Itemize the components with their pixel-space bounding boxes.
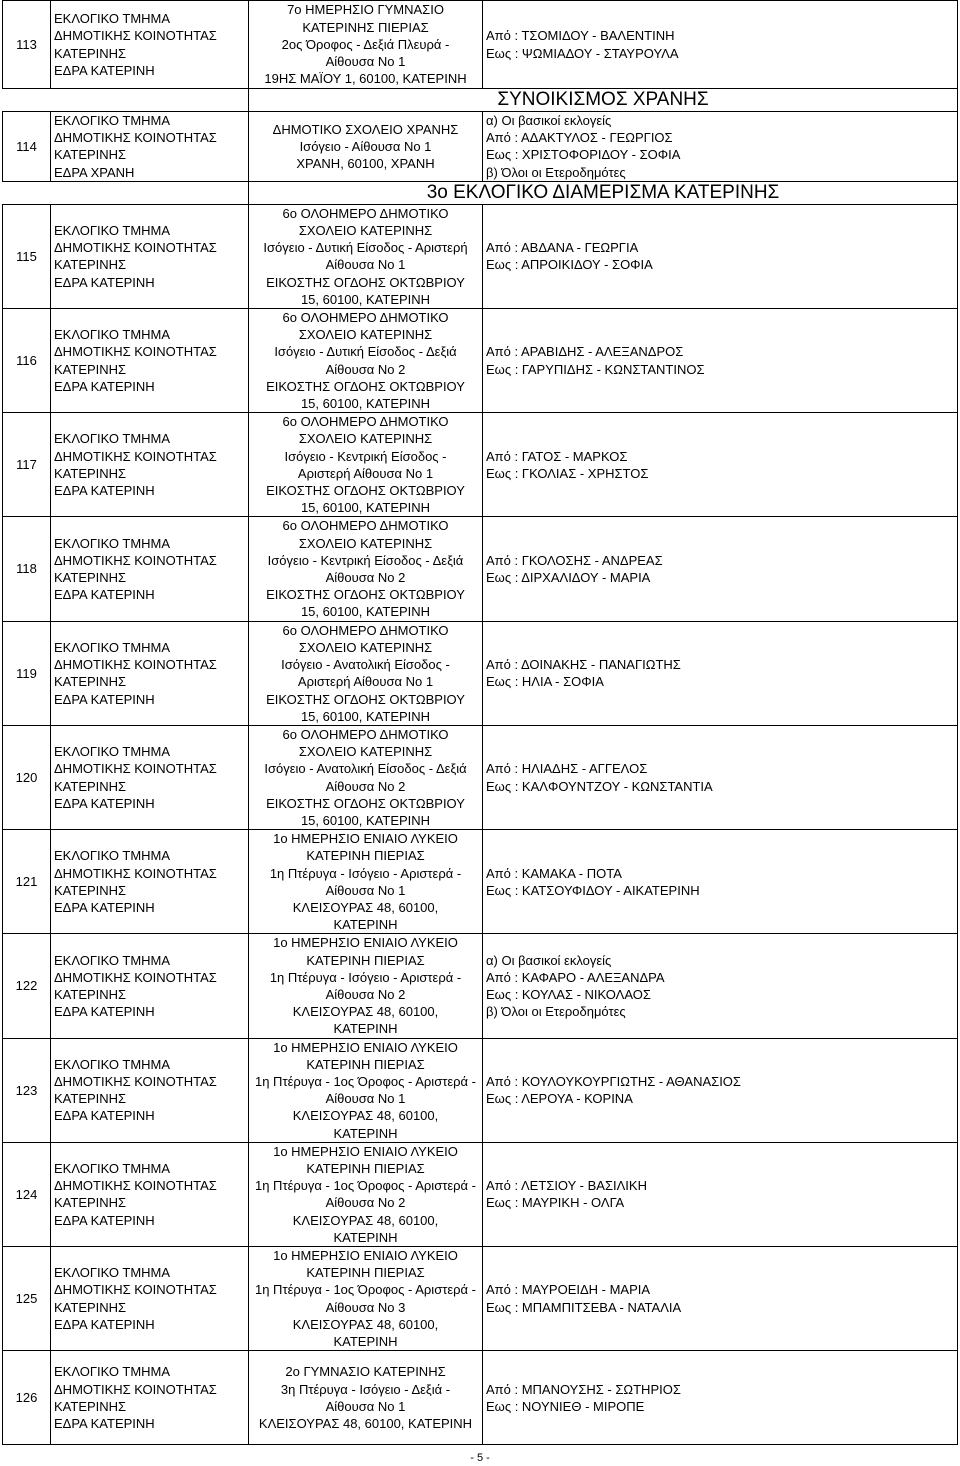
- location-line: 6ο ΟΛΟΗΜΕΡΟ ΔΗΜΟΤΙΚΟ: [282, 310, 449, 326]
- table-row: [3, 204, 958, 308]
- department-line: ΔΗΜΟΤΙΚΗΣ ΚΟΙΝΟΤΗΤΑΣ: [54, 1073, 217, 1089]
- location-line: 1η Πτέρυγα - 1ος Όροφος - Αριστερά -: [254, 1178, 476, 1194]
- location-cell: [249, 309, 483, 413]
- department-line: ΚΑΤΕΡΙΝΗΣ: [54, 986, 127, 1002]
- location-line: ΚΑΤΕΡΙΝΗ: [333, 1334, 398, 1350]
- polling-stations-table: [2, 0, 958, 1445]
- location-line: 1ο ΗΜΕΡΗΣΙΟ ΕΝΙΑΙΟ ΛΥΚΕΙΟ: [273, 1143, 458, 1159]
- location-line: ΕΙΚΟΣΤΗΣ ΟΓΔΟΗΣ ΟΚΤΩΒΡΙΟΥ: [266, 795, 465, 811]
- department-line: ΔΗΜΟΤΙΚΗΣ ΚΟΙΝΟΤΗΤΑΣ: [54, 130, 217, 146]
- table-row: [3, 309, 958, 413]
- location-line: 1ο ΗΜΕΡΗΣΙΟ ΕΝΙΑΙΟ ΛΥΚΕΙΟ: [273, 1248, 458, 1263]
- location-line: ΕΙΚΟΣΤΗΣ ΟΓΔΟΗΣ ΟΚΤΩΒΡΙΟΥ: [266, 587, 465, 603]
- table-row: [3, 830, 958, 934]
- range-line: Εως : ΜΑΥΡΙΚΗ - ΟΛΓΑ: [486, 1195, 625, 1211]
- department-cell: [51, 1142, 249, 1246]
- range-line: Από : ΗΛΙΑΔΗΣ - ΑΓΓΕΛΟΣ: [486, 761, 648, 777]
- range-line: Από : ΓΑΤΟΣ - ΜΑΡΚΟΣ: [486, 448, 628, 464]
- station-number: 113: [3, 1, 51, 89]
- department-line: ΕΚΛΟΓΙΚΟ ΤΜΗΜΑ: [54, 639, 171, 655]
- location-line: ΕΙΚΟΣΤΗΣ ΟΓΔΟΗΣ ΟΚΤΩΒΡΙΟΥ: [266, 378, 465, 394]
- table-row: [3, 112, 958, 182]
- range-line: β) Όλοι οι Ετεροδημότες: [486, 164, 626, 180]
- location-line: 19ΗΣ ΜΑΪΟΥ 1, 60100, ΚΑΤΕΡΙΝΗ: [264, 71, 467, 87]
- range-line: Εως : ΝΟΥΝΙΕΘ - ΜΙΡΟΠΕ: [486, 1398, 645, 1414]
- department-line: ΕΚΛΟΓΙΚΟ ΤΜΗΜΑ: [54, 1056, 171, 1072]
- location-line: ΕΙΚΟΣΤΗΣ ΟΓΔΟΗΣ ΟΚΤΩΒΡΙΟΥ: [266, 483, 465, 499]
- department-line: ΚΑΤΕΡΙΝΗΣ: [54, 147, 127, 163]
- range-line: Εως : ΜΠΑΜΠΙΤΣΕΒΑ - ΝΑΤΑΛΙΑ: [486, 1299, 682, 1315]
- location-line: ΚΛΕΙΣΟΥΡΑΣ 48, 60100,: [292, 1316, 439, 1332]
- department-line: ΚΑΤΕΡΙΝΗΣ: [54, 1299, 127, 1315]
- department-line: ΔΗΜΟΤΙΚΗΣ ΚΟΙΝΟΤΗΤΑΣ: [54, 1282, 217, 1298]
- table-row: [3, 621, 958, 725]
- range-line: Από : ΚΟΥΛΟΥΚΟΥΡΓΙΩΤΗΣ - ΑΘΑΝΑΣΙΟΣ: [486, 1073, 741, 1089]
- department-line: ΚΑΤΕΡΙΝΗΣ: [54, 257, 127, 273]
- department-line: ΕΔΡΑ ΚΑΤΕΡΙΝΗ: [54, 1316, 155, 1332]
- department-line: ΔΗΜΟΤΙΚΗΣ ΚΟΙΝΟΤΗΤΑΣ: [54, 1381, 217, 1397]
- location-line: ΚΑΤΕΡΙΝΗ ΠΙΕΡΙΑΣ: [306, 1265, 425, 1281]
- surname-range-cell: [483, 1038, 958, 1142]
- station-number: 124: [3, 1142, 51, 1246]
- department-cell: [51, 1247, 249, 1351]
- department-line: ΕΚΛΟΓΙΚΟ ΤΜΗΜΑ: [54, 1160, 171, 1176]
- department-cell: [51, 725, 249, 829]
- location-cell: [249, 830, 483, 934]
- location-line: Αίθουσα Νο 1: [325, 882, 406, 898]
- department-line: ΕΚΛΟΓΙΚΟ ΤΜΗΜΑ: [54, 113, 171, 128]
- location-line: ΔΗΜΟΤΙΚΟ ΣΧΟΛΕΙΟ ΧΡΑΝΗΣ: [272, 121, 459, 137]
- location-line: ΚΑΤΕΡΙΝΗΣ ΠΙΕΡΙΑΣ: [302, 19, 429, 35]
- table-row: [3, 1142, 958, 1246]
- range-line: Εως : ΓΑΡΥΠΙΔΗΣ - ΚΩΝΣΤΑΝΤΙΝΟΣ: [486, 361, 705, 377]
- department-cell: [51, 309, 249, 413]
- department-line: ΚΑΤΕΡΙΝΗΣ: [54, 570, 127, 586]
- range-line: Από : ΑΔΑΚΤΥΛΟΣ - ΓΕΩΡΓΙΟΣ: [486, 130, 673, 146]
- table-row: [3, 1038, 958, 1142]
- surname-range-cell: [483, 1142, 958, 1246]
- department-line: ΕΔΡΑ ΚΑΤΕΡΙΝΗ: [54, 274, 155, 290]
- location-cell: [249, 725, 483, 829]
- department-line: ΕΔΡΑ ΧΡΑΝΗ: [54, 164, 135, 180]
- location-line: ΣΧΟΛΕΙΟ ΚΑΤΕΡΙΝΗΣ: [298, 223, 433, 239]
- department-line: ΕΚΛΟΓΙΚΟ ΤΜΗΜΑ: [54, 1265, 171, 1281]
- department-line: ΕΔΡΑ ΚΑΤΕΡΙΝΗ: [54, 795, 155, 811]
- banner-spacer: [3, 181, 249, 204]
- location-line: Αίθουσα Νο 1: [325, 1398, 406, 1414]
- location-cell: [249, 1038, 483, 1142]
- department-line: ΚΑΤΕΡΙΝΗΣ: [54, 45, 127, 61]
- section-banner: 3ο ΕΚΛΟΓΙΚΟ ΔΙΑΜΕΡΙΣΜΑ ΚΑΤΕΡΙΝΗΣ: [249, 181, 958, 204]
- location-line: ΣΧΟΛΕΙΟ ΚΑΤΕΡΙΝΗΣ: [298, 431, 433, 447]
- department-line: ΚΑΤΕΡΙΝΗΣ: [54, 882, 127, 898]
- location-line: ΚΑΤΕΡΙΝΗ: [333, 1229, 398, 1245]
- department-line: ΕΔΡΑ ΚΑΤΕΡΙΝΗ: [54, 587, 155, 603]
- department-cell: [51, 934, 249, 1038]
- surname-range-cell: [483, 1247, 958, 1351]
- station-number: 126: [3, 1351, 51, 1445]
- location-line: ΚΛΕΙΣΟΥΡΑΣ 48, 60100,: [292, 1004, 439, 1020]
- department-line: ΔΗΜΟΤΙΚΗΣ ΚΟΙΝΟΤΗΤΑΣ: [54, 344, 217, 360]
- surname-range-cell: [483, 112, 958, 182]
- location-line: 1ο ΗΜΕΡΗΣΙΟ ΕΝΙΑΙΟ ΛΥΚΕΙΟ: [273, 831, 458, 847]
- location-line: ΣΧΟΛΕΙΟ ΚΑΤΕΡΙΝΗΣ: [298, 744, 433, 760]
- department-cell: [51, 1038, 249, 1142]
- surname-range-cell: [483, 517, 958, 621]
- location-line: 15, 60100, ΚΑΤΕΡΙΝΗ: [300, 708, 431, 724]
- table-row: [3, 1351, 958, 1445]
- department-cell: [51, 112, 249, 182]
- range-line: Εως : ΚΟΥΛΑΣ - ΝΙΚΟΛΑΟΣ: [486, 986, 651, 1002]
- table-body: [3, 1, 958, 1445]
- location-line: Ισόγειο - Κεντρική Είσοδος - Δεξιά: [267, 552, 464, 568]
- range-line: β) Όλοι οι Ετεροδημότες: [486, 1004, 626, 1020]
- department-line: ΕΚΛΟΓΙΚΟ ΤΜΗΜΑ: [54, 11, 171, 27]
- station-number: 122: [3, 934, 51, 1038]
- table-row: [3, 1247, 958, 1351]
- location-line: Αίθουσα Νο 1: [325, 1091, 406, 1107]
- surname-range-cell: [483, 204, 958, 308]
- station-number: 116: [3, 309, 51, 413]
- location-line: ΚΛΕΙΣΟΥΡΑΣ 48, 60100, ΚΑΤΕΡΙΝΗ: [258, 1415, 473, 1431]
- location-line: 6ο ΟΛΟΗΜΕΡΟ ΔΗΜΟΤΙΚΟ: [282, 205, 449, 221]
- location-cell: [249, 204, 483, 308]
- surname-range-cell: [483, 413, 958, 517]
- location-line: 1η Πτέρυγα - Ισόγειο - Αριστερά -: [269, 969, 462, 985]
- section-banner-row: [3, 89, 958, 112]
- location-line: ΚΛΕΙΣΟΥΡΑΣ 48, 60100,: [292, 1108, 439, 1124]
- location-line: Αριστερή Αίθουσα Νο 1: [297, 674, 434, 690]
- station-number: 123: [3, 1038, 51, 1142]
- station-number: 119: [3, 621, 51, 725]
- department-cell: [51, 413, 249, 517]
- department-line: ΔΗΜΟΤΙΚΗΣ ΚΟΙΝΟΤΗΤΑΣ: [54, 28, 217, 44]
- location-line: 7ο ΗΜΕΡΗΣΙΟ ΓΥΜΝΑΣΙΟ: [287, 2, 444, 18]
- location-line: 15, 60100, ΚΑΤΕΡΙΝΗ: [300, 291, 431, 307]
- department-line: ΔΗΜΟΤΙΚΗΣ ΚΟΙΝΟΤΗΤΑΣ: [54, 448, 217, 464]
- department-line: ΔΗΜΟΤΙΚΗΣ ΚΟΙΝΟΤΗΤΑΣ: [54, 865, 217, 881]
- department-line: ΚΑΤΕΡΙΝΗΣ: [54, 1091, 127, 1107]
- location-line: 1ο ΗΜΕΡΗΣΙΟ ΕΝΙΑΙΟ ΛΥΚΕΙΟ: [273, 935, 458, 951]
- location-line: Αριστερή Αίθουσα Νο 1: [297, 465, 434, 481]
- location-line: 1η Πτέρυγα - Ισόγειο - Αριστερά -: [269, 865, 462, 881]
- department-line: ΕΔΡΑ ΚΑΤΕΡΙΝΗ: [54, 483, 155, 499]
- table-row: [3, 413, 958, 517]
- location-line: ΧΡΑΝΗ, 60100, ΧΡΑΝΗ: [296, 156, 435, 171]
- station-number: 114: [3, 112, 51, 182]
- location-line: ΚΑΤΕΡΙΝΗ: [333, 1021, 398, 1037]
- location-cell: [249, 1351, 483, 1445]
- location-line: ΣΧΟΛΕΙΟ ΚΑΤΕΡΙΝΗΣ: [298, 639, 433, 655]
- station-number: 118: [3, 517, 51, 621]
- location-cell: [249, 934, 483, 1038]
- range-line: α) Οι βασικοί εκλογείς: [486, 113, 612, 128]
- location-line: ΚΛΕΙΣΟΥΡΑΣ 48, 60100,: [292, 899, 439, 915]
- location-cell: [249, 1247, 483, 1351]
- surname-range-cell: [483, 309, 958, 413]
- range-line: Εως : ΗΛΙΑ - ΣΟΦΙΑ: [486, 674, 604, 690]
- table-row: [3, 725, 958, 829]
- location-line: 15, 60100, ΚΑΤΕΡΙΝΗ: [300, 604, 431, 620]
- station-number: 120: [3, 725, 51, 829]
- surname-range-cell: [483, 830, 958, 934]
- range-line: Από : ΑΒΔΑΝΑ - ΓΕΩΡΓΙΑ: [486, 240, 639, 256]
- department-line: ΔΗΜΟΤΙΚΗΣ ΚΟΙΝΟΤΗΤΑΣ: [54, 969, 217, 985]
- station-number: 115: [3, 204, 51, 308]
- table-row: [3, 1, 958, 89]
- location-line: 6ο ΟΛΟΗΜΕΡΟ ΔΗΜΟΤΙΚΟ: [282, 726, 449, 742]
- department-cell: [51, 204, 249, 308]
- location-line: ΚΑΤΕΡΙΝΗ ΠΙΕΡΙΑΣ: [306, 1056, 425, 1072]
- location-line: ΚΑΤΕΡΙΝΗ ΠΙΕΡΙΑΣ: [306, 848, 425, 864]
- location-cell: [249, 1, 483, 89]
- location-line: 6ο ΟΛΟΗΜΕΡΟ ΔΗΜΟΤΙΚΟ: [282, 414, 449, 430]
- location-line: ΕΙΚΟΣΤΗΣ ΟΓΔΟΗΣ ΟΚΤΩΒΡΙΟΥ: [266, 691, 465, 707]
- department-cell: [51, 1351, 249, 1445]
- department-cell: [51, 1, 249, 89]
- section-banner: ΣΥΝΟΙΚΙΣΜΟΣ ΧΡΑΝΗΣ: [249, 89, 958, 112]
- department-line: ΔΗΜΟΤΙΚΗΣ ΚΟΙΝΟΤΗΤΑΣ: [54, 552, 217, 568]
- location-line: 1η Πτέρυγα - 1ος Όροφος - Αριστερά -: [254, 1073, 476, 1089]
- department-line: ΚΑΤΕΡΙΝΗΣ: [54, 778, 127, 794]
- department-line: ΕΔΡΑ ΚΑΤΕΡΙΝΗ: [54, 378, 155, 394]
- surname-range-cell: [483, 1, 958, 89]
- range-line: Από : ΤΣΟΜΙΔΟΥ - ΒΑΛΕΝΤΙΝΗ: [486, 28, 675, 44]
- department-line: ΕΚΛΟΓΙΚΟ ΤΜΗΜΑ: [54, 848, 171, 864]
- location-line: Αίθουσα Νο 2: [325, 570, 406, 586]
- location-line: ΚΑΤΕΡΙΝΗ ΠΙΕΡΙΑΣ: [306, 952, 425, 968]
- department-line: ΚΑΤΕΡΙΝΗΣ: [54, 1195, 127, 1211]
- range-line: Από : ΔΟΙΝΑΚΗΣ - ΠΑΝΑΓΙΩΤΗΣ: [486, 657, 681, 673]
- location-line: Αίθουσα Νο 2: [325, 1195, 406, 1211]
- surname-range-cell: [483, 621, 958, 725]
- department-line: ΕΚΛΟΓΙΚΟ ΤΜΗΜΑ: [54, 327, 171, 343]
- department-line: ΕΚΛΟΓΙΚΟ ΤΜΗΜΑ: [54, 744, 171, 760]
- location-line: Αίθουσα Νο 2: [325, 361, 406, 377]
- department-line: ΕΚΛΟΓΙΚΟ ΤΜΗΜΑ: [54, 535, 171, 551]
- range-line: Από : ΓΚΟΛΟΣΗΣ - ΑΝΔΡΕΑΣ: [486, 552, 663, 568]
- department-line: ΕΚΛΟΓΙΚΟ ΤΜΗΜΑ: [54, 952, 171, 968]
- location-line: Ισόγειο - Ανατολική Είσοδος - Δεξιά: [264, 761, 467, 777]
- location-line: Αίθουσα Νο 1: [325, 257, 406, 273]
- location-line: Αίθουσα Νο 1: [325, 54, 406, 70]
- range-line: Από : ΛΕΤΣΙΟΥ - ΒΑΣΙΛΙΚΗ: [486, 1178, 647, 1194]
- location-line: Αίθουσα Νο 3: [325, 1299, 406, 1315]
- department-line: ΕΔΡΑ ΚΑΤΕΡΙΝΗ: [54, 62, 155, 78]
- location-line: 15, 60100, ΚΑΤΕΡΙΝΗ: [300, 500, 431, 516]
- range-line: Εως : ΛΕΡΟΥΑ - ΚΟΡΙΝΑ: [486, 1091, 633, 1107]
- range-line: Εως : ΚΑΛΦΟΥΝΤΖΟΥ - ΚΩΝΣΤΑΝΤΙΑ: [486, 778, 713, 794]
- location-line: 15, 60100, ΚΑΤΕΡΙΝΗ: [300, 396, 431, 412]
- location-line: Ισόγειο - Δυτική Είσοδος - Αριστερή: [263, 240, 468, 256]
- department-cell: [51, 621, 249, 725]
- department-line: ΕΔΡΑ ΚΑΤΕΡΙΝΗ: [54, 1415, 155, 1431]
- range-line: Εως : ΨΩΜΙΑΔΟΥ - ΣΤΑΥΡΟΥΛΑ: [486, 45, 679, 61]
- department-cell: [51, 830, 249, 934]
- department-line: ΕΔΡΑ ΚΑΤΕΡΙΝΗ: [54, 899, 155, 915]
- location-line: 15, 60100, ΚΑΤΕΡΙΝΗ: [300, 812, 431, 828]
- location-line: ΚΑΤΕΡΙΝΗ ΠΙΕΡΙΑΣ: [306, 1160, 425, 1176]
- location-line: 2ος Όροφος - Δεξιά Πλευρά -: [281, 36, 450, 52]
- range-line: Από : ΚΑΦΑΡΟ - ΑΛΕΞΑΝΔΡΑ: [486, 969, 665, 985]
- location-line: Ισόγειο - Κεντρική Είσοδος -: [284, 448, 447, 464]
- station-number: 121: [3, 830, 51, 934]
- location-cell: [249, 517, 483, 621]
- range-line: Εως : ΚΑΤΣΟΥΦΙΔΟΥ - ΑΙΚΑΤΕΡΙΝΗ: [486, 882, 700, 898]
- department-line: ΔΗΜΟΤΙΚΗΣ ΚΟΙΝΟΤΗΤΑΣ: [54, 761, 217, 777]
- table-row: [3, 934, 958, 1038]
- section-banner-row: [3, 181, 958, 204]
- range-line: Από : ΜΠΑΝΟΥΣΗΣ - ΣΩΤΗΡΙΟΣ: [486, 1381, 681, 1397]
- location-cell: [249, 413, 483, 517]
- location-line: ΚΛΕΙΣΟΥΡΑΣ 48, 60100,: [292, 1212, 439, 1228]
- department-line: ΚΑΤΕΡΙΝΗΣ: [54, 361, 127, 377]
- department-line: ΕΚΛΟΓΙΚΟ ΤΜΗΜΑ: [54, 223, 171, 239]
- location-cell: [249, 1142, 483, 1246]
- location-line: 3η Πτέρυγα - Ισόγειο - Δεξιά -: [280, 1381, 451, 1397]
- page-number: - 5 -: [470, 1452, 490, 1464]
- location-cell: [249, 621, 483, 725]
- department-line: ΕΔΡΑ ΚΑΤΕΡΙΝΗ: [54, 1108, 155, 1124]
- range-line: Από : ΚΑΜΑΚΑ - ΠΟΤΑ: [486, 865, 622, 881]
- department-cell: [51, 517, 249, 621]
- surname-range-cell: [483, 725, 958, 829]
- location-line: Ισόγειο - Δυτική Είσοδος - Δεξιά: [274, 344, 457, 360]
- location-line: ΣΧΟΛΕΙΟ ΚΑΤΕΡΙΝΗΣ: [298, 535, 433, 551]
- location-line: 6ο ΟΛΟΗΜΕΡΟ ΔΗΜΟΤΙΚΟ: [282, 622, 449, 638]
- range-line: Από : ΑΡΑΒΙΔΗΣ - ΑΛΕΞΑΝΔΡΟΣ: [486, 344, 684, 360]
- range-line: Από : ΜΑΥΡΟΕΙΔΗ - ΜΑΡΙΑ: [486, 1282, 651, 1298]
- location-line: ΣΧΟΛΕΙΟ ΚΑΤΕΡΙΝΗΣ: [298, 327, 433, 343]
- department-line: ΕΚΛΟΓΙΚΟ ΤΜΗΜΑ: [54, 1364, 171, 1380]
- department-line: ΕΔΡΑ ΚΑΤΕΡΙΝΗ: [54, 1212, 155, 1228]
- range-line: Εως : ΑΠΡΟΙΚΙΔΟΥ - ΣΟΦΙΑ: [486, 257, 653, 273]
- location-line: 1η Πτέρυγα - 1ος Όροφος - Αριστερά -: [254, 1282, 476, 1298]
- station-number: 125: [3, 1247, 51, 1351]
- station-number: 117: [3, 413, 51, 517]
- department-line: ΚΑΤΕΡΙΝΗΣ: [54, 465, 127, 481]
- department-line: ΕΔΡΑ ΚΑΤΕΡΙΝΗ: [54, 1004, 155, 1020]
- range-line: Εως : ΓΚΟΛΙΑΣ - ΧΡΗΣΤΟΣ: [486, 465, 649, 481]
- location-line: Ισόγειο - Ανατολική Είσοδος -: [281, 657, 450, 673]
- range-line: Εως : ΔΙΡΧΑΛΙΔΟΥ - ΜΑΡΙΑ: [486, 570, 651, 586]
- location-line: ΚΑΤΕΡΙΝΗ: [333, 1125, 398, 1141]
- location-line: Αίθουσα Νο 2: [325, 778, 406, 794]
- range-line: α) Οι βασικοί εκλογείς: [486, 952, 612, 968]
- location-line: Ισόγειο - Αίθουσα Νο 1: [299, 138, 432, 154]
- surname-range-cell: [483, 934, 958, 1038]
- department-line: ΔΗΜΟΤΙΚΗΣ ΚΟΙΝΟΤΗΤΑΣ: [54, 240, 217, 256]
- department-line: ΔΗΜΟΤΙΚΗΣ ΚΟΙΝΟΤΗΤΑΣ: [54, 1178, 217, 1194]
- banner-spacer: [3, 89, 249, 112]
- department-line: ΚΑΤΕΡΙΝΗΣ: [54, 674, 127, 690]
- surname-range-cell: [483, 1351, 958, 1445]
- department-line: ΔΗΜΟΤΙΚΗΣ ΚΟΙΝΟΤΗΤΑΣ: [54, 657, 217, 673]
- department-line: ΕΚΛΟΓΙΚΟ ΤΜΗΜΑ: [54, 431, 171, 447]
- location-cell: [249, 112, 483, 182]
- location-line: ΕΙΚΟΣΤΗΣ ΟΓΔΟΗΣ ΟΚΤΩΒΡΙΟΥ: [266, 274, 465, 290]
- location-line: 1ο ΗΜΕΡΗΣΙΟ ΕΝΙΑΙΟ ΛΥΚΕΙΟ: [273, 1039, 458, 1055]
- range-line: Εως : ΧΡΙΣΤΟΦΟΡΙΔΟΥ - ΣΟΦΙΑ: [486, 147, 681, 163]
- location-line: 2ο ΓΥΜΝΑΣΙΟ ΚΑΤΕΡΙΝΗΣ: [285, 1364, 446, 1380]
- location-line: 6ο ΟΛΟΗΜΕΡΟ ΔΗΜΟΤΙΚΟ: [282, 518, 449, 534]
- department-line: ΚΑΤΕΡΙΝΗΣ: [54, 1398, 127, 1414]
- location-line: ΚΑΤΕΡΙΝΗ: [333, 917, 398, 933]
- table-row: [3, 517, 958, 621]
- department-line: ΕΔΡΑ ΚΑΤΕΡΙΝΗ: [54, 691, 155, 707]
- location-line: Αίθουσα Νο 2: [325, 986, 406, 1002]
